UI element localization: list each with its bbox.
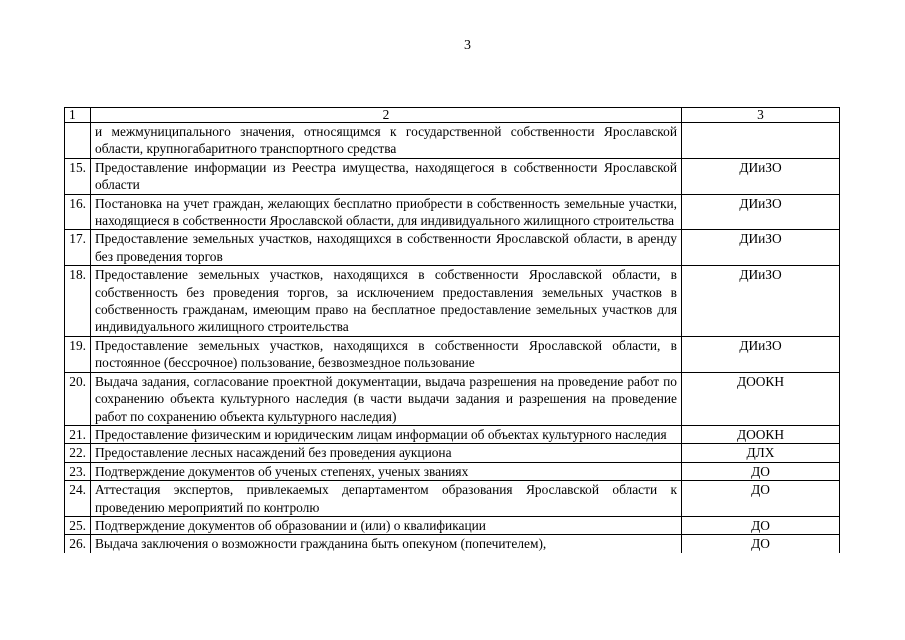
department-code: ДО (682, 481, 840, 517)
department-code: ДО (682, 462, 840, 480)
row-number: 19. (65, 336, 91, 372)
table-row (65, 481, 840, 517)
table-row (65, 230, 840, 266)
header-cell-service: 2 (91, 108, 682, 123)
row-number: 23. (65, 462, 91, 480)
department-code: ДЛХ (682, 444, 840, 462)
service-name: Выдача задания, согласование проектной документации, выдача разрешения на проведение работ по сохранению объекта культурного наследия (в части выдачи задания и разрешения на проведение работ по сохранению объекта культурного наследия) (91, 372, 682, 425)
department-code: ДИиЗО (682, 158, 840, 194)
page-number: 3 (464, 38, 471, 53)
table-row (65, 535, 840, 553)
table-body (65, 108, 840, 553)
table-row (65, 372, 840, 425)
row-number: 25. (65, 516, 91, 534)
services-table (64, 107, 840, 553)
row-number: 21. (65, 425, 91, 443)
service-name: Предоставление физическим и юридическим лицам информации об объектах культурного наследия (91, 425, 682, 443)
table-row (65, 444, 840, 462)
row-number: 17. (65, 230, 91, 266)
table-row (65, 462, 840, 480)
service-name: Выдача заключения о возможности гражданина быть опекуном (попечителем), (91, 535, 682, 553)
table-row (65, 266, 840, 337)
table-row (65, 516, 840, 534)
department-code: ДИиЗО (682, 230, 840, 266)
service-name: Постановка на учет граждан, желающих бесплатно приобрести в собственность земельные участки, находящиеся в собственности Ярославской области, для индивидуального жилищного строительства (91, 194, 682, 230)
row-number (65, 123, 91, 159)
service-name: Аттестация экспертов, привлекаемых департаментом образования Ярославской области к проведению мероприятий по контролю (91, 481, 682, 517)
table-row (65, 194, 840, 230)
row-number: 16. (65, 194, 91, 230)
service-name: Предоставление земельных участков, находящихся в собственности Ярославской области, в аренду без проведения торгов (91, 230, 682, 266)
service-name: и межмуниципального значения, относящимся к государственной собственности Ярославской области, крупногабаритного транспортного средства (91, 123, 682, 159)
row-number: 20. (65, 372, 91, 425)
table-row (65, 123, 840, 159)
service-name: Подтверждение документов об ученых степенях, ученых званиях (91, 462, 682, 480)
service-name: Предоставление информации из Реестра имущества, находящегося в собственности Ярославской области (91, 158, 682, 194)
row-number: 26. (65, 535, 91, 553)
service-name: Подтверждение документов об образовании и (или) о квалификации (91, 516, 682, 534)
row-number: 18. (65, 266, 91, 337)
table-row (65, 158, 840, 194)
table-row (65, 336, 840, 372)
department-code: ДИиЗО (682, 336, 840, 372)
table-header-row (65, 108, 840, 123)
service-name: Предоставление земельных участков, находящихся в собственности Ярославской области, в собственность без проведения торгов, за исключением предоставления земельных участков в собственность гражданам, имеющим право на бесплатное предоставление земельных участков для индивидуального жилищного строительства (91, 266, 682, 337)
department-code: ДИиЗО (682, 194, 840, 230)
table-row (65, 425, 840, 443)
header-cell-number: 1 (65, 108, 91, 123)
department-code: ДО (682, 535, 840, 553)
department-code (682, 123, 840, 159)
department-code: ДООКН (682, 425, 840, 443)
department-code: ДО (682, 516, 840, 534)
header-cell-department: 3 (682, 108, 840, 123)
service-name: Предоставление лесных насаждений без проведения аукциона (91, 444, 682, 462)
service-name: Предоставление земельных участков, находящихся в собственности Ярославской области, в постоянное (бессрочное) пользование, безвозмездное пользование (91, 336, 682, 372)
department-code: ДООКН (682, 372, 840, 425)
row-number: 24. (65, 481, 91, 517)
row-number: 22. (65, 444, 91, 462)
row-number: 15. (65, 158, 91, 194)
department-code: ДИиЗО (682, 266, 840, 337)
